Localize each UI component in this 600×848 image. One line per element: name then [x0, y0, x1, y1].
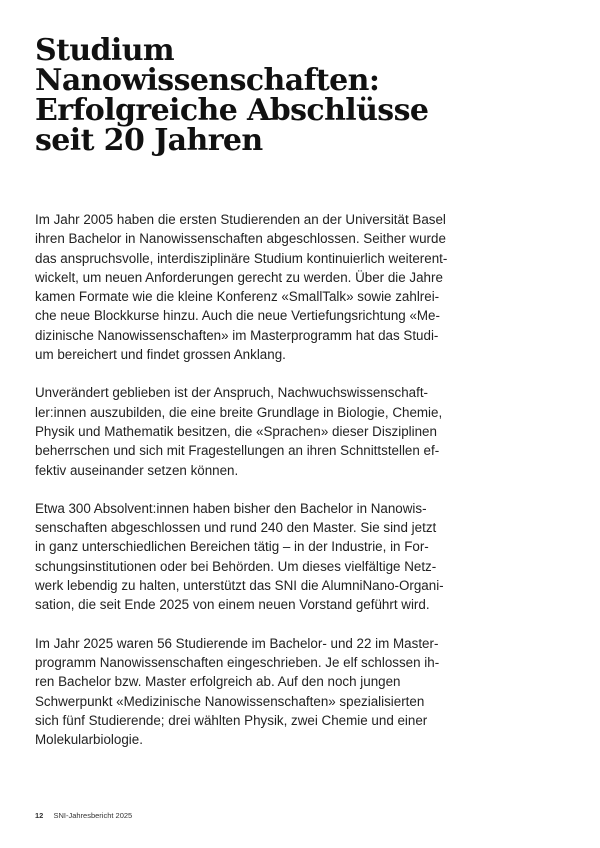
text-line: che neue Blockkurse hinzu. Auch die neue Vertiefungsrichtung «Me-	[35, 308, 440, 324]
text-line: wickelt, um neuen Anforderungen gerecht zu werden. Über die Jahre	[35, 269, 443, 285]
text-line: das anspruchsvolle, interdisziplinäre Studium kontinuierlich weiterent-	[35, 250, 448, 266]
text-line: schungsinstitutionen oder bei Behörden. Um dieses vielfältige Netz-	[35, 558, 437, 574]
paragraph-alumni	[35, 499, 475, 615]
text-line: sich fünf Studierende; drei wählten Physik, zwei Chemie und einer	[35, 712, 428, 728]
text-line: senschaften abgeschlossen und rund 240 den Master. Sie sind jetzt	[35, 520, 437, 536]
publication-title: SNI-Jahresbericht 2025	[53, 811, 133, 820]
paragraph-mission	[35, 383, 475, 479]
text-line: fektiv auseinander setzen können.	[35, 462, 239, 478]
text-line: beherrschen und sich mit Fragestellungen an ihren Schnittstellen ef-	[35, 443, 440, 459]
text-line: ren Bachelor bzw. Master erfolgreich ab. Auf den noch jungen	[35, 674, 401, 690]
text-line: programm Nanowissenschaften eingeschrieben. Je elf schlossen ih-	[35, 654, 440, 670]
title-line: Nanowissenschaften:	[35, 63, 380, 98]
text-line: Physik und Mathematik besitzen, die «Sprachen» dieser Disziplinen	[35, 423, 437, 439]
text-line: in ganz unterschiedlichen Bereichen tätig – in der Industrie, in For-	[35, 539, 429, 555]
text-line: Unverändert geblieben ist der Anspruch, Nachwuchswissenschaft-	[35, 385, 428, 401]
text-line: Im Jahr 2005 haben die ersten Studierenden an der Universität Basel	[35, 212, 446, 227]
title-line: Studium	[35, 33, 175, 68]
text-line: Schwerpunkt «Medizinische Nanowissenschaften» spezialisierten	[35, 693, 425, 709]
paragraph-statistics	[35, 634, 475, 750]
title-line: seit 20 Jahren	[35, 123, 263, 158]
text-line: ihren Bachelor in Nanowissenschaften abgeschlossen. Seither wurde	[35, 231, 446, 247]
title-line: Erfolgreiche Abschlüsse	[35, 93, 429, 128]
page-number: 12	[35, 811, 44, 820]
text-line: werk lebendig zu halten, unterstützt das SNI die AlumniNano-Organi-	[35, 578, 444, 594]
article-body	[35, 210, 475, 768]
text-line: um bereichert und findet grossen Anklang.	[35, 347, 286, 363]
text-line: Etwa 300 Absolvent:innen haben bisher den Bachelor in Nanowis-	[35, 500, 427, 516]
text-line: Molekularbiologie.	[35, 732, 143, 748]
text-line: sation, die seit Ende 2025 von einem neuen Vorstand geführt wird.	[35, 597, 430, 613]
text-line: Im Jahr 2025 waren 56 Studierende im Bachelor- und 22 im Master-	[35, 635, 439, 651]
paragraph-history	[35, 210, 475, 364]
text-line: kamen Formate wie die kleine Konferenz «SmallTalk» sowie zahlrei-	[35, 289, 440, 305]
text-line: ler:innen auszubilden, die eine breite Grundlage in Biologie, Chemie,	[35, 404, 443, 420]
text-line: dizinische Nanowissenschaften» im Masterprogramm hat das Studi-	[35, 327, 439, 343]
page-title	[35, 33, 515, 158]
page-footer	[35, 811, 132, 820]
